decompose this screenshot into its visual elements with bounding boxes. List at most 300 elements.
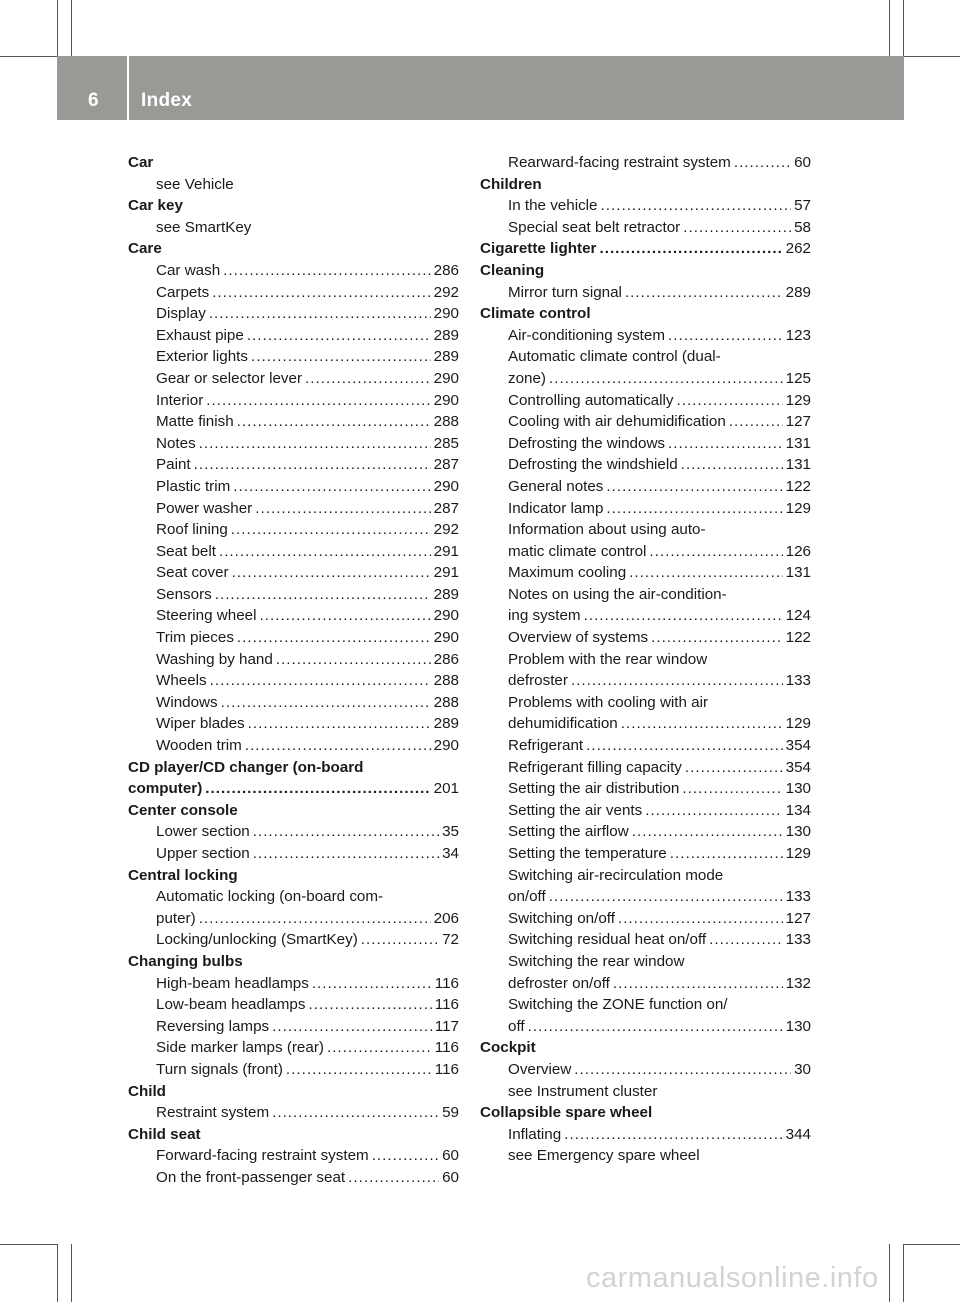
entry-label: Center console	[128, 801, 238, 819]
dot-leader	[206, 390, 430, 412]
entry-label: Automatic locking (on-board com-	[156, 888, 384, 906]
entry-label: puter)	[156, 909, 196, 927]
page-reference: 292	[433, 521, 459, 539]
index-entry	[128, 735, 459, 757]
index-entry	[480, 800, 811, 822]
entry-label: Defrosting the windshield	[508, 456, 678, 474]
page-reference: 129	[785, 391, 811, 409]
entry-label: Seat cover	[156, 564, 229, 582]
index-heading	[480, 1037, 811, 1059]
entry-label: Exhaust pipe	[156, 326, 244, 344]
page-reference: 134	[785, 801, 811, 819]
dot-leader	[199, 908, 431, 930]
index-heading	[480, 174, 811, 196]
dot-leader	[210, 670, 431, 692]
index-entry	[480, 498, 811, 520]
entry-label: Reversing lamps	[156, 1017, 270, 1035]
crop-mark	[57, 0, 58, 56]
watermark: carmanualsonline.info	[586, 1262, 879, 1294]
index-entry	[128, 713, 459, 735]
page-reference: 291	[433, 564, 459, 582]
page-reference: 34	[442, 845, 459, 862]
entry-label: Rearward-facing restraint system	[508, 154, 731, 171]
index-entry	[128, 692, 459, 714]
index-entry	[128, 1016, 459, 1038]
entry-label: Wiper blades	[156, 715, 245, 733]
index-entry	[480, 152, 811, 174]
entry-label: Restraint system	[156, 1104, 270, 1122]
crop-mark	[0, 56, 57, 57]
index-heading	[128, 951, 459, 973]
page-reference: 72	[442, 931, 459, 949]
entry-label: Switching the ZONE function on/	[508, 996, 728, 1014]
entry-label: Cockpit	[480, 1039, 536, 1057]
index-entry	[480, 605, 811, 627]
page-reference: 262	[785, 240, 811, 258]
page-reference: 286	[433, 650, 459, 668]
entry-label: Information about using auto-	[508, 521, 706, 539]
entry-label: Setting the temperature	[508, 845, 667, 862]
dot-leader	[219, 541, 431, 563]
dot-leader	[199, 433, 431, 455]
entry-label: Cooling with air dehumidification	[508, 413, 726, 431]
dot-leader	[231, 519, 431, 541]
index-entry	[128, 670, 459, 692]
entry-label: Setting the air vents	[508, 801, 643, 819]
entry-label: Roof lining	[156, 521, 228, 539]
index-entry	[128, 519, 459, 541]
entry-label: Car	[128, 154, 154, 171]
index-entry	[128, 843, 459, 865]
entry-label: Exterior lights	[156, 348, 249, 366]
index-entry	[128, 886, 459, 908]
page-reference: 131	[785, 456, 811, 474]
crop-mark	[903, 1244, 904, 1302]
dot-leader	[286, 1059, 432, 1081]
entry-label: Sensors	[156, 585, 212, 603]
page-reference: 116	[434, 996, 459, 1014]
entry-label: computer)	[128, 780, 203, 798]
entry-label: Locking/unlocking (SmartKey)	[156, 931, 358, 949]
entry-label: Switching on/off	[508, 909, 615, 927]
entry-label: Refrigerant filling capacity	[508, 758, 682, 776]
page-reference: 60	[442, 1147, 459, 1165]
entry-label: Switching the rear window	[508, 952, 685, 970]
index-entry	[128, 1167, 459, 1189]
index-entry	[128, 390, 459, 412]
index-heading	[480, 238, 811, 260]
dot-leader	[259, 605, 430, 627]
page-reference: 133	[785, 931, 811, 949]
index-entry	[480, 713, 811, 735]
page-reference: 354	[785, 737, 811, 755]
entry-label: defroster on/off	[508, 974, 610, 992]
page-reference: 130	[785, 823, 811, 841]
entry-label: Children	[480, 175, 542, 193]
page-reference: 131	[785, 564, 811, 582]
crop-mark	[71, 1244, 72, 1302]
dot-leader	[247, 325, 431, 347]
page-reference: 290	[433, 305, 459, 323]
entry-label: Central locking	[128, 866, 238, 884]
page-reference: 288	[433, 672, 459, 690]
dot-leader	[245, 735, 431, 757]
crop-mark	[889, 1244, 890, 1302]
page-reference: 116	[434, 974, 459, 992]
dot-leader	[618, 908, 783, 930]
index-entry	[480, 865, 811, 887]
page-reference: 59	[442, 1104, 459, 1122]
dot-leader	[209, 303, 431, 325]
page-reference: 288	[433, 413, 459, 431]
page-reference: 286	[433, 261, 459, 279]
dot-leader	[237, 627, 431, 649]
index-entry	[128, 1102, 459, 1124]
dot-leader	[601, 195, 792, 217]
entry-label: Lower section	[156, 823, 250, 841]
page-reference: 290	[433, 629, 459, 647]
dot-leader	[237, 411, 431, 433]
page-reference: 129	[785, 715, 811, 733]
page-reference: 289	[433, 715, 459, 733]
entry-label: see Instrument cluster	[508, 1082, 658, 1100]
index-entry	[128, 454, 459, 476]
page-reference: 290	[433, 607, 459, 625]
index-entry	[480, 411, 811, 433]
dot-leader	[685, 757, 783, 779]
entry-label: Side marker lamps (rear)	[156, 1039, 324, 1057]
index-entry	[128, 821, 459, 843]
entry-label: defroster	[508, 672, 568, 690]
entry-label: Upper section	[156, 845, 250, 862]
entry-label: Maximum cooling	[508, 564, 627, 582]
page-reference: 201	[433, 780, 459, 798]
page-reference: 57	[794, 197, 811, 215]
page-reference: 129	[785, 845, 811, 862]
index-heading	[128, 238, 459, 260]
dot-leader	[221, 692, 431, 714]
dot-leader	[272, 1102, 439, 1124]
index-entry	[480, 282, 811, 304]
page-reference: 60	[442, 1168, 459, 1186]
page-reference: 116	[434, 1039, 459, 1057]
index-entry	[128, 605, 459, 627]
dot-leader	[348, 1167, 439, 1189]
page-reference: 130	[785, 1017, 811, 1035]
entry-label: Child seat	[128, 1125, 201, 1143]
dot-leader	[528, 1016, 783, 1038]
index-entry	[128, 584, 459, 606]
dot-leader	[312, 973, 432, 995]
index-entry	[128, 994, 459, 1016]
index-entry	[480, 325, 811, 347]
dot-leader	[584, 605, 783, 627]
entry-label: Cleaning	[480, 261, 545, 279]
page-reference: 289	[433, 585, 459, 603]
page-reference: 133	[785, 888, 811, 906]
entry-label: see Vehicle	[156, 175, 234, 193]
entry-label: Defrosting the windows	[508, 434, 666, 452]
page-reference: 290	[433, 369, 459, 387]
dot-leader	[232, 562, 431, 584]
page-reference: 125	[785, 369, 811, 387]
page-reference: 58	[794, 218, 811, 236]
dot-leader	[651, 627, 783, 649]
dot-leader	[709, 929, 783, 951]
entry-label: on/off	[508, 888, 546, 906]
index-entry	[128, 1037, 459, 1059]
index-entry	[128, 174, 459, 196]
index-entry	[128, 908, 459, 930]
index-heading	[128, 865, 459, 887]
dot-leader	[327, 1037, 432, 1059]
page-reference: 290	[433, 391, 459, 409]
page-reference: 289	[785, 283, 811, 301]
dot-leader	[670, 843, 783, 865]
index-entry	[480, 368, 811, 390]
dot-leader	[549, 886, 783, 908]
index-entry	[480, 843, 811, 865]
entry-label: Inflating	[508, 1125, 562, 1143]
dot-leader	[625, 282, 783, 304]
entry-label: ing system	[508, 607, 581, 625]
index-entry	[480, 908, 811, 930]
entry-label: Forward-facing restraint system	[156, 1147, 369, 1165]
dot-leader	[233, 476, 430, 498]
page-reference: 117	[434, 1017, 459, 1035]
entry-label: In the vehicle	[508, 197, 598, 215]
dot-leader	[212, 282, 430, 304]
dot-leader	[361, 929, 439, 951]
entry-label: Interior	[156, 391, 204, 409]
crop-mark	[889, 0, 890, 56]
index-entry	[480, 973, 811, 995]
page-reference: 130	[785, 780, 811, 798]
entry-label: Overview	[508, 1060, 572, 1078]
page-reference: 132	[785, 974, 811, 992]
page-reference: 123	[785, 326, 811, 344]
dot-leader	[734, 152, 791, 174]
entry-label: dehumidification	[508, 715, 618, 733]
index-entry	[480, 627, 811, 649]
page-reference: 116	[434, 1060, 459, 1078]
dot-leader	[586, 735, 783, 757]
page-reference: 129	[785, 499, 811, 517]
page-reference: 291	[433, 542, 459, 560]
entry-label: Wooden trim	[156, 737, 242, 755]
dot-leader	[599, 238, 782, 260]
entry-label: see SmartKey	[156, 218, 252, 236]
entry-label: Cigarette lighter	[480, 240, 597, 258]
entry-label: Wheels	[156, 672, 207, 690]
entry-label: Notes	[156, 434, 196, 452]
page-reference: 131	[785, 434, 811, 452]
header-separator	[127, 56, 129, 120]
entry-label: Matte finish	[156, 413, 234, 431]
crop-mark	[0, 1244, 57, 1245]
dot-leader	[574, 1059, 791, 1081]
dot-leader	[729, 411, 783, 433]
dot-leader	[549, 368, 783, 390]
entry-label: matic climate control	[508, 542, 647, 560]
index-entry	[128, 541, 459, 563]
dot-leader	[632, 821, 783, 843]
index-entry	[128, 260, 459, 282]
entry-label: Refrigerant	[508, 737, 584, 755]
dot-leader	[205, 778, 430, 800]
dot-leader	[613, 973, 783, 995]
dot-leader	[305, 368, 431, 390]
entry-label: see Emergency spare wheel	[508, 1147, 700, 1165]
entry-label: Problem with the rear window	[508, 650, 708, 668]
page-reference: 127	[785, 909, 811, 927]
dot-leader	[681, 454, 783, 476]
page-reference: 290	[433, 737, 459, 755]
dot-leader	[649, 541, 782, 563]
page-reference: 60	[794, 154, 811, 171]
entry-label: Setting the air distribution	[508, 780, 680, 798]
dot-leader	[308, 994, 431, 1016]
index-heading	[128, 778, 459, 800]
entry-label: off	[508, 1017, 525, 1035]
index-entry	[128, 562, 459, 584]
index-entry	[480, 1124, 811, 1146]
index-entry	[128, 1059, 459, 1081]
dot-leader	[668, 325, 783, 347]
entry-label: High-beam headlamps	[156, 974, 309, 992]
index-entry	[480, 433, 811, 455]
page-reference: 124	[785, 607, 811, 625]
page-reference: 287	[433, 456, 459, 474]
index-entry	[480, 195, 811, 217]
entry-label: Problems with cooling with air	[508, 693, 709, 711]
entry-label: Overview of systems	[508, 629, 649, 647]
index-heading	[128, 1081, 459, 1103]
entry-label: Low-beam headlamps	[156, 996, 306, 1014]
dot-leader	[248, 713, 431, 735]
index-entry	[128, 498, 459, 520]
index-entry	[480, 390, 811, 412]
entry-label: Setting the airflow	[508, 823, 629, 841]
entry-label: Air-conditioning system	[508, 326, 665, 344]
index-entry	[480, 1081, 811, 1103]
index-entry	[128, 627, 459, 649]
index-entry	[480, 994, 811, 1016]
crop-mark	[904, 56, 960, 57]
index-entry	[480, 1016, 811, 1038]
entry-label: Display	[156, 305, 206, 323]
entry-label: Car key	[128, 197, 183, 215]
entry-label: Changing bulbs	[128, 952, 243, 970]
dot-leader	[629, 562, 782, 584]
index-entry	[480, 951, 811, 973]
index-entry	[128, 303, 459, 325]
page-reference: 285	[433, 434, 459, 452]
index-entry	[128, 368, 459, 390]
index-entry	[480, 821, 811, 843]
entry-label: Child	[128, 1082, 166, 1100]
index-heading	[480, 1102, 811, 1124]
section-title: Index	[141, 90, 193, 111]
index-entry	[128, 476, 459, 498]
index-entry	[480, 1059, 811, 1081]
entry-label: Car wash	[156, 261, 221, 279]
dot-leader	[645, 800, 782, 822]
entry-label: Seat belt	[156, 542, 216, 560]
index-entry	[128, 282, 459, 304]
dot-leader	[683, 217, 791, 239]
index-entry	[128, 649, 459, 671]
index-entry	[128, 325, 459, 347]
index-entry	[128, 1145, 459, 1167]
dot-leader	[564, 1124, 782, 1146]
index-entry	[480, 778, 811, 800]
index-column-right	[480, 152, 811, 1167]
entry-label: Special seat belt retractor	[508, 218, 681, 236]
index-entry	[480, 929, 811, 951]
dot-leader	[223, 260, 431, 282]
page-reference: 289	[433, 326, 459, 344]
dot-leader	[194, 454, 431, 476]
entry-label: Automatic climate control (dual-	[508, 348, 721, 366]
entry-label: Collapsible spare wheel	[480, 1104, 653, 1122]
entry-label: Windows	[156, 693, 218, 711]
dot-leader	[276, 649, 431, 671]
dot-leader	[253, 821, 439, 843]
index-entry	[480, 1145, 811, 1167]
index-entry	[128, 346, 459, 368]
entry-label: Paint	[156, 456, 191, 474]
index-column-left	[128, 152, 459, 1189]
entry-label: Steering wheel	[156, 607, 257, 625]
dot-leader	[676, 390, 782, 412]
dot-leader	[372, 1145, 439, 1167]
index-entry	[128, 973, 459, 995]
index-entry	[480, 562, 811, 584]
crop-mark	[57, 1244, 58, 1302]
entry-label: Carpets	[156, 283, 210, 301]
page-reference: 35	[442, 823, 459, 841]
entry-label: zone)	[508, 369, 546, 387]
dot-leader	[606, 498, 782, 520]
entry-label: Care	[128, 240, 162, 258]
index-heading	[128, 195, 459, 217]
entry-label: Gear or selector lever	[156, 369, 303, 387]
entry-label: Switching residual heat on/off	[508, 931, 707, 949]
index-heading	[128, 757, 459, 779]
entry-label: Controlling automatically	[508, 391, 674, 409]
page-number: 6	[88, 90, 99, 111]
index-entry	[128, 411, 459, 433]
index-entry	[480, 692, 811, 714]
index-entry	[480, 346, 811, 368]
index-entry	[480, 217, 811, 239]
index-entry	[480, 476, 811, 498]
dot-leader	[606, 476, 782, 498]
entry-label: Switching air-recirculation mode	[508, 866, 724, 884]
entry-label: Washing by hand	[156, 650, 273, 668]
entry-label: On the front-passenger seat	[156, 1168, 346, 1186]
page-reference: 344	[785, 1125, 811, 1143]
dot-leader	[668, 433, 783, 455]
index-entry	[480, 735, 811, 757]
page-reference: 127	[785, 413, 811, 431]
page-reference: 354	[785, 758, 811, 776]
entry-label: Climate control	[480, 305, 591, 323]
dot-leader	[682, 778, 782, 800]
dot-leader	[272, 1016, 432, 1038]
page-reference: 289	[433, 348, 459, 366]
